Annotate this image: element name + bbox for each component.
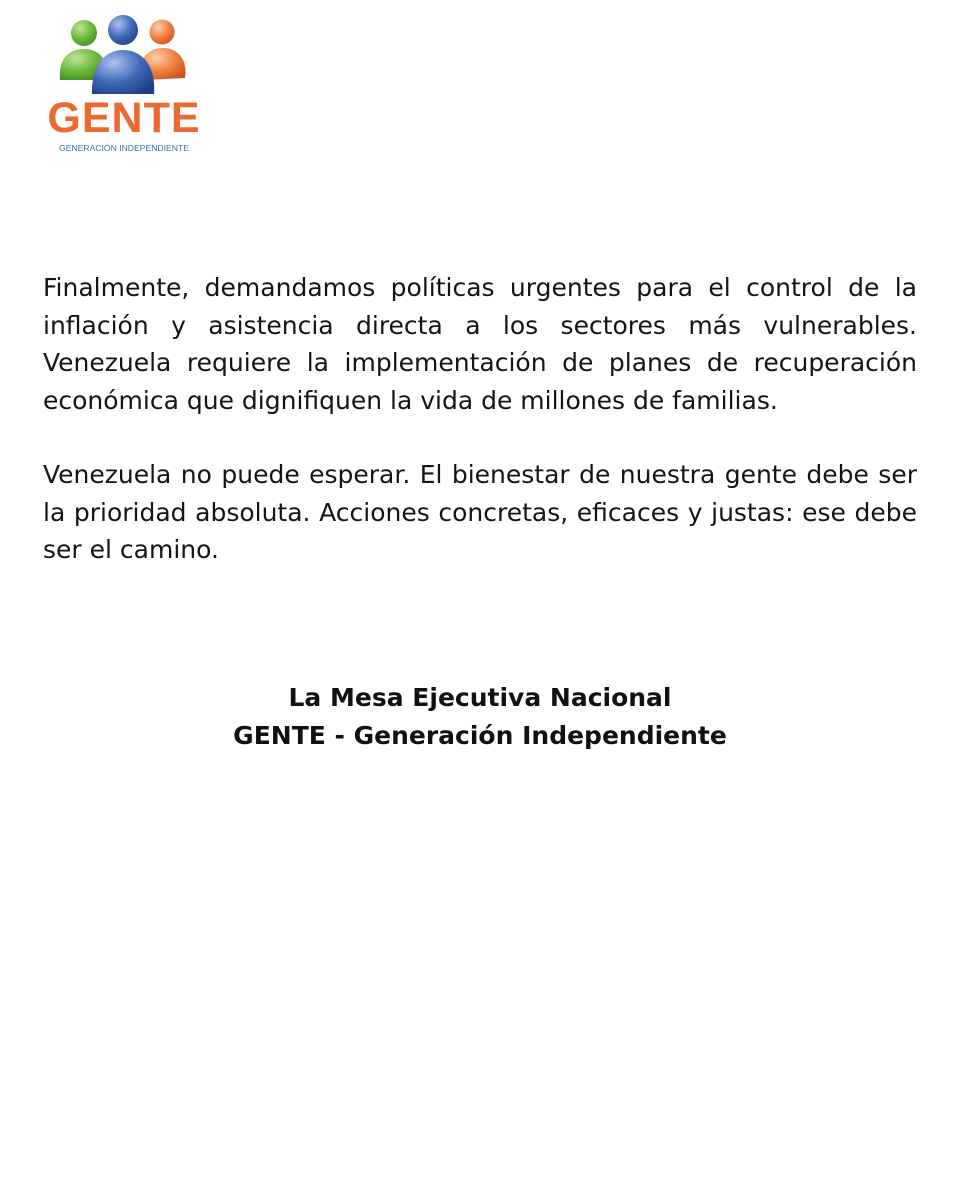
- signature-block: [0, 679, 960, 755]
- logo-wordmark: GENTE: [47, 94, 201, 142]
- gente-logo: [42, 14, 206, 153]
- logo-subtitle: GENERACIÓN INDEPENDIENTE: [59, 143, 189, 153]
- paragraph-priority: Venezuela no puede esperar. El bienestar de nuestra gente debe ser la prioridad absoluta. Acciones concretas, eficaces y justas: ese debe ser el camino.: [43, 460, 917, 564]
- three-people-logo-icon: [42, 14, 206, 104]
- signature-line-body: La Mesa Ejecutiva Nacional: [288, 683, 672, 712]
- signature-line-party: GENTE - Generación Independiente: [233, 721, 727, 750]
- statement-body: [43, 269, 917, 569]
- paragraph-demands: Finalmente, demandamos políticas urgentes para el control de la inflación y asistencia directa a los sectores más vulnerables. Venezuela requiere la implementación de planes de recuperación económica que dignifiquen la vida de millones de familias.: [43, 273, 917, 415]
